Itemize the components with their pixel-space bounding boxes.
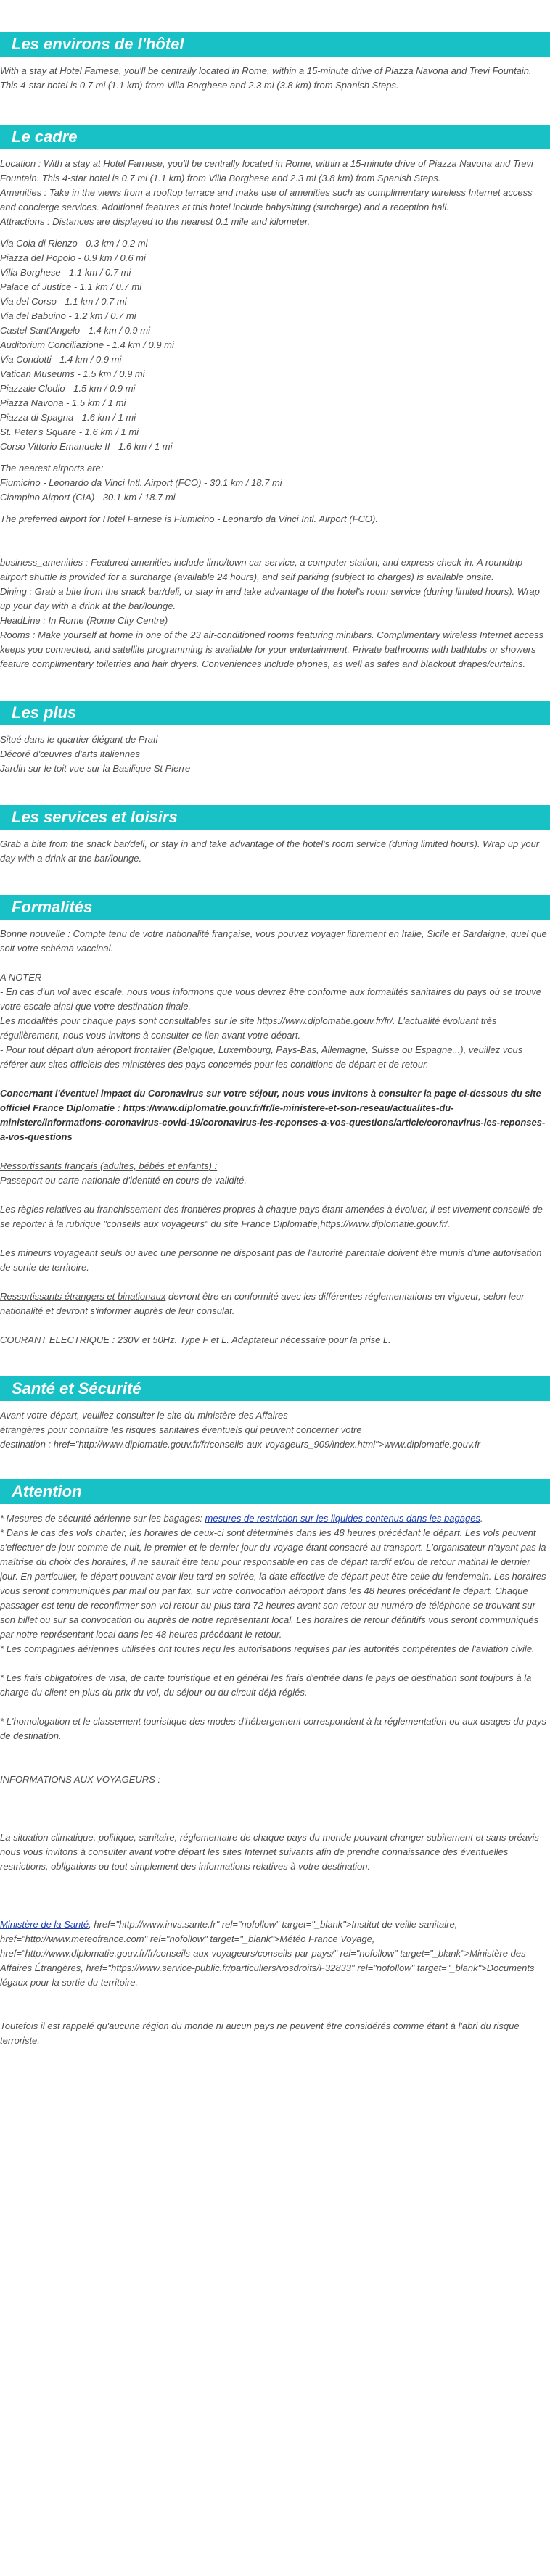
- distance-item: Via Condotti - 1.4 km / 0.9 mi: [0, 354, 122, 365]
- distance-item: Palace of Justice - 1.1 km / 0.7 mi: [0, 281, 142, 292]
- preferred-airport: The preferred airport for Hotel Farnese is Fiumicino - Leonardo da Vinci Intl. Airport (FCO).: [0, 513, 378, 524]
- anoter-line: Les modalités pour chaque pays sont consultables sur le site https://www.diplomatie.gouv.fr/fr/. L'actualité évoluant très régulièrement, nous vous invitons à consulter ce lien avant votre départ.: [0, 1015, 497, 1041]
- attention-section: [0, 1504, 550, 2048]
- formalites-header: Formalités: [0, 895, 550, 920]
- distance-item: Piazza del Popolo - 0.9 km / 0.6 mi: [0, 252, 146, 263]
- anoter-line: - Pour tout départ d'un aéroport frontalier (Belgique, Luxembourg, Pays-Bas, Allemagne, Suisse ou Espagne...), veuillez vous référer aux sites officiels des ministères des pays concernés pour les conditions de départ et de retour.: [0, 1044, 523, 1070]
- sante-line: Avant votre départ, veuillez consulter le site du ministère des Affaires: [0, 1410, 288, 1421]
- distance-item: Vatican Museums - 1.5 km / 0.9 mi: [0, 368, 145, 379]
- formalites-intro: Bonne nouvelle : Compte tenu de votre nationalité française, vous pouvez voyager librement en Italie, Sicile et Sardaigne, quel que soit votre schéma vaccinal.: [0, 928, 547, 954]
- etrangers-title: Ressortissants étrangers et binationaux: [0, 1291, 166, 1302]
- distance-item: Via del Babuino - 1.2 km / 0.7 mi: [0, 310, 136, 321]
- distance-item: Corso Vittorio Emanuele II - 1.6 km / 1 mi: [0, 441, 173, 452]
- sante-section: [0, 1401, 550, 1452]
- situation-line: nous vous invitons à consulter avant votre départ les sites Internet suivants afin de prendre connaissance des éventuelles restrictions, obligations ou tout simplement des informations relatives à votre destination.: [0, 1846, 509, 1872]
- distance-item: Castel Sant'Angelo - 1.4 km / 0.9 mi: [0, 325, 150, 336]
- situation-line: La situation climatique, politique, sanitaire, réglementaire de chaque pays du monde pouvant changer subitement et sans préavis: [0, 1832, 539, 1843]
- ressortissants-fr-title: Ressortissants français (adultes, bébés et enfants) :: [0, 1160, 218, 1171]
- ressortissants-fr-text: Passeport ou carte nationale d'identité en cours de validité.: [0, 1175, 247, 1186]
- distance-item: Via del Corso - 1.1 km / 0.7 mi: [0, 296, 127, 307]
- etrangers-paragraph: [0, 1289, 550, 1318]
- distance-item: Villa Borghese - 1.1 km / 0.7 mi: [0, 267, 131, 278]
- distance-item: Via Cola di Rienzo - 0.3 km / 0.2 mi: [0, 238, 148, 249]
- plus-header: Les plus: [0, 701, 550, 725]
- environs-section: [0, 57, 550, 93]
- anoter-title: A NOTER: [0, 972, 42, 983]
- services-section: [0, 830, 550, 866]
- cadre-location: Location : With a stay at Hotel Farnese, you'll be centrally located in Rome, within a 15-minute drive of Piazza Navona and Trevi Fountain. This 4-star hotel is 0.7 mi (1.1 km) from Villa Borghese and 2.3 mi (3.8 km) from Spanish Steps.: [0, 158, 533, 183]
- etrangers-text: devront être en conformité avec les différentes réglementations en vigueur, selon leur nationalité et devront s'informer auprès de leur consulat.: [0, 1291, 525, 1316]
- cadre-amenities: Amenities : Take in the views from a rooftop terrace and make use of amenities such as complimentary wireless Internet access and concierge services. Additional features at this hotel include babysitting (surcharge) and a reception hall.: [0, 187, 533, 212]
- terrorisme-text: Toutefois il est rappelé qu'aucune région du monde ni aucun pays ne peuvent être considérés comme étant à l'abri du risque terroriste.: [0, 2020, 520, 2046]
- infos-title: INFORMATIONS AUX VOYAGEURS :: [0, 1774, 161, 1785]
- dining: Dining : Grab a bite from the snack bar/deli, or stay in and take advantage of the hotel's room service (during limited hours). Wrap up your day with a drink at the bar/lounge.: [0, 586, 540, 611]
- distance-item: Piazzale Clodio - 1.5 km / 0.9 mi: [0, 383, 136, 394]
- cadre-section: [0, 149, 550, 672]
- mesures-prefix: * Mesures de sécurité aérienne sur les bagages:: [0, 1513, 205, 1524]
- visa-text: * Les frais obligatoires de visa, de carte touristique et en général les frais d'entrée dans le pays de destination sont toujours à la charge du client en plus du prix du vol, du séjour ou du circuit déjà réglés.: [0, 1672, 532, 1698]
- mesures-paragraph: [0, 1511, 550, 1526]
- airport-item: Fiumicino - Leonardo da Vinci Intl. Airport (FCO) - 30.1 km / 18.7 mi: [0, 477, 282, 488]
- mesures-link[interactable]: mesures de restriction sur les liquides contenus dans les bagages: [205, 1513, 480, 1524]
- distance-item: Auditorium Conciliazione - 1.4 km / 0.9 mi: [0, 339, 174, 350]
- business-amenities: business_amenities : Featured amenities include limo/town car service, a computer station, and express check-in. A roundtrip airport shuttle is provided for a surcharge (available 24 hours), and self parking (subject to charges) is available onsite.: [0, 557, 523, 582]
- ministere-paragraph: [0, 1917, 550, 1990]
- plus-item: Situé dans le quartier élégant de Prati: [0, 734, 158, 745]
- distance-item: St. Peter's Square - 1.6 km / 1 mi: [0, 426, 139, 437]
- anoter-line: - En cas d'un vol avec escale, nous vous informons que vous devrez être conforme aux formalités sanitaires du pays où se trouve votre escale ainsi que votre destination finale.: [0, 986, 542, 1012]
- cadre-attractions: Attractions : Distances are displayed to the nearest 0.1 mile and kilometer.: [0, 216, 311, 227]
- plus-item: Décoré d'œuvres d'arts italiennes: [0, 748, 140, 759]
- sante-line: étrangères pour connaître les risques sanitaires éventuels qui peuvent concerner votre: [0, 1424, 362, 1435]
- services-header: Les services et loisirs: [0, 805, 550, 830]
- covid-notice: Concernant l'éventuel impact du Coronavirus sur votre séjour, nous vous invitons à consulter la page ci-dessous du site officiel France Diplomatie : https://www.diplomatie.gouv.fr/fr/le-ministere-et-son-reseau/actualites-du-ministere/informations-coronavirus-covid-19/coronavirus-les-reponses-a-vos-questions/article/coronavirus-les-reponses-a-vos-questions: [0, 1088, 546, 1142]
- airports-title: The nearest airports are:: [0, 463, 104, 474]
- headline: HeadLine : In Rome (Rome City Centre): [0, 615, 168, 626]
- plus-item: Jardin sur le toit vue sur la Basilique St Pierre: [0, 763, 191, 774]
- environs-text: With a stay at Hotel Farnese, you'll be centrally located in Rome, within a 15-minute drive of Piazza Navona and Trevi Fountain. This 4-star hotel is 0.7 mi (1.1 km) from Villa Borghese and 2.3 mi (3.8 km) from Spanish Steps.: [0, 65, 532, 91]
- attention-header: Attention: [0, 1479, 550, 1504]
- formalites-section: [0, 920, 550, 1347]
- mineurs-text: Les mineurs voyageant seuls ou avec une personne ne disposant pas de l'autorité parentale doivent être munis d'une autorisation de sortie de territoire.: [0, 1247, 542, 1273]
- airport-item: Ciampino Airport (CIA) - 30.1 km / 18.7 mi: [0, 492, 176, 503]
- plus-section: [0, 725, 550, 776]
- rooms: Rooms : Make yourself at home in one of the 23 air-conditioned rooms featuring minibars. Complimentary wireless Internet access keeps you connected, and satellite programming is available for your entertainment. Private bathrooms with bathtubs or showers feature complimentary toiletries and hair dryers. Conveniences include phones, as well as safes and blackout drapes/curtains.: [0, 629, 544, 669]
- environs-header: Les environs de l'hôtel: [0, 32, 550, 57]
- cadre-header: Le cadre: [0, 125, 550, 149]
- services-text: Grab a bite from the snack bar/deli, or stay in and take advantage of the hotel's room service (during limited hours). Wrap up your day with a drink at the bar/lounge.: [0, 838, 540, 864]
- distance-item: Piazza Navona - 1.5 km / 1 mi: [0, 397, 126, 408]
- courant-text: COURANT ELECTRIQUE : 230V et 50Hz. Type F et L. Adaptateur nécessaire pour la prise L.: [0, 1334, 391, 1345]
- mesures-suffix: .: [480, 1513, 483, 1524]
- compagnies-text: * Les compagnies aériennes utilisées ont toutes reçu les autorisations requises par les autorités compétentes de l'aviation civile.: [0, 1643, 535, 1654]
- distance-item: Piazza di Spagna - 1.6 km / 1 mi: [0, 412, 136, 423]
- sante-header: Santé et Sécurité: [0, 1376, 550, 1401]
- sante-line: destination : href="http://www.diplomatie.gouv.fr/fr/conseils-aux-voyageurs_909/index.html">www.diplomatie.gouv.fr: [0, 1439, 480, 1450]
- frontieres-text: Les règles relatives au franchissement des frontières propres à chaque pays étant amenées à évoluer, il est vivement conseillé de se reporter à la rubrique "conseils aux voyageurs" du site France Diplomatie,https://www.diplomatie.gouv.fr/.: [0, 1204, 543, 1229]
- ministere-link[interactable]: Ministère de la Santé: [0, 1919, 89, 1930]
- homologation-text: * L'homologation et le classement touristique des modes d'hébergement correspondent à la réglementation ou aux usages du pays de destination.: [0, 1716, 546, 1741]
- ministere-rest: , href="http://www.invs.sante.fr" rel="nofollow" target="_blank">Institut de veille sanitaire, href="http://www.meteofrance.com" rel="nofollow" target="_blank">Météo France Voyage, href="http://www.diplomatie.gouv.fr/fr/conseils-aux-voyageurs/conseils-par-pays/" rel="nofollow" target="_blank">Ministère des Affaires Étrangères, href="https://www.service-public.fr/particuliers/vosdroits/F32833" rel="nofollow" target="_blank">Documents légaux pour la sortie du territoire.: [0, 1919, 535, 1988]
- horaires-text: * Dans le cas des vols charter, les horaires de ceux-ci sont déterminés dans les 48 heures précédant le départ. Les vols peuvent s'effectuer de jour comme de nuit, le premier et le dernier jour du voyage étant consacré au transport. L'organisateur n'ayant pas la maîtrise du choix des horaires, il ne saurait être tenu pour responsable en cas de départ tardif et/ou de retour matinal le dernier jour. En particulier, le départ pouvant avoir lieu tard en soirée, la date effective de départ peut être celle du lendemain. Les horaires vous seront communiqués par mail ou par fax, sur votre convocation aéroport dans les 48 heures précédant le départ. Chaque passager est tenu de reconfirmer son vol retour au plus tard 72 heures avant son retour au numéro de téléphone se trouvant sur son billet ou sur sa convocation ou auprès de notre représentant local. Les horaires de retour définitifs vous seront communiqués par notre représentant local dans les 48 heures précédant le retour.: [0, 1527, 546, 1640]
